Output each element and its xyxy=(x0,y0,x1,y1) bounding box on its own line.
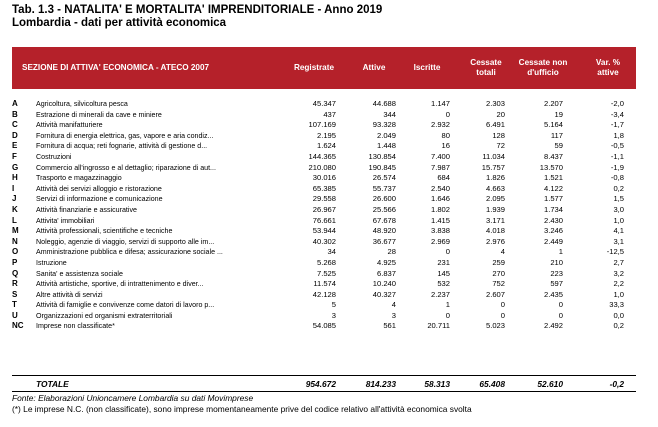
sector-code: E xyxy=(12,141,18,151)
cell-registrate: 53.944 xyxy=(312,226,336,236)
sector-code: S xyxy=(12,289,18,299)
cell-cessate-non-ufficio: 117 xyxy=(550,130,563,140)
cell-cessate-non-ufficio: 1.577 xyxy=(543,194,563,204)
cell-registrate: 437 xyxy=(323,109,336,119)
cell-var-attive: 2,2 xyxy=(613,279,624,289)
cell-attive: 28 xyxy=(387,247,396,257)
sector-code: K xyxy=(12,204,18,214)
table-row xyxy=(12,279,636,290)
sector-description: Attività manifatturiere xyxy=(36,121,103,130)
cell-var-attive: -3,4 xyxy=(610,109,624,119)
cell-cessate-totali: 6.491 xyxy=(485,120,505,130)
cell-cessate-totali: 4.018 xyxy=(485,226,505,236)
cell-var-attive: 1,5 xyxy=(613,194,624,204)
sector-code: G xyxy=(12,162,19,172)
cell-var-attive: 1,0 xyxy=(613,289,624,299)
cell-registrate: 144.365 xyxy=(308,151,336,161)
header-var-attive: Var. % attive xyxy=(595,58,621,77)
cell-cessate-totali: 1.826 xyxy=(485,173,505,183)
table-header xyxy=(12,47,636,89)
sector-description: Sanita' e assistenza sociale xyxy=(36,269,123,278)
sector-description: Noleggio, agenzie di viaggio, servizi di supporto alle im... xyxy=(36,237,215,246)
cell-attive: 344 xyxy=(383,109,396,119)
cell-cessate-non-ufficio: 2.435 xyxy=(543,289,563,299)
cell-var-attive: -1,9 xyxy=(610,162,624,172)
cell-attive: 93.328 xyxy=(372,120,396,130)
sector-description: Commercio all'ingrosso e al dettaglio; riparazione di aut... xyxy=(36,163,216,172)
sector-description: Fornitura di acqua; reti fognarie, attività di gestione d... xyxy=(36,142,208,151)
cell-cessate-totali: 0 xyxy=(500,300,505,310)
cell-registrate: 65.385 xyxy=(312,183,336,193)
sector-description: Agricoltura, silvicoltura pesca xyxy=(36,100,128,108)
table-row xyxy=(12,311,636,322)
header-cessate-non-ufficio: Cessate non d'ufficio xyxy=(518,58,568,77)
cell-registrate: 54.085 xyxy=(312,321,336,331)
cell-attive: 26.574 xyxy=(372,173,396,183)
cell-attive: 4.925 xyxy=(376,257,396,267)
cell-registrate: 1.624 xyxy=(316,141,336,151)
cell-cessate-totali: 2.607 xyxy=(485,289,505,299)
cell-cessate-non-ufficio: 223 xyxy=(550,268,563,278)
sector-code: P xyxy=(12,257,18,267)
cell-iscritte: 2.540 xyxy=(430,183,450,193)
table-row xyxy=(12,205,636,216)
cell-cessate-totali: 11.034 xyxy=(482,151,505,161)
cell-cessate-non-ufficio: 0 xyxy=(558,310,563,320)
cell-cessate-non-ufficio: 3.246 xyxy=(543,226,563,236)
cell-iscritte: 684 xyxy=(437,173,450,183)
cell-cessate-totali: 2.095 xyxy=(485,194,505,204)
cell-attive: 190.845 xyxy=(368,162,396,172)
cell-registrate: 42.128 xyxy=(312,289,336,299)
cell-iscritte: 231 xyxy=(437,257,450,267)
sector-code: B xyxy=(12,109,18,119)
footnote: (*) Le imprese N.C. (non classificate), sono imprese momentaneamente prive del codice relativo all'attività economica svolta xyxy=(12,404,472,414)
table-body xyxy=(12,99,636,332)
cell-var-attive: 33,3 xyxy=(609,300,624,310)
cell-cessate-non-ufficio: 19 xyxy=(554,109,563,119)
table-row xyxy=(12,110,636,121)
cell-attive: 3 xyxy=(391,310,396,320)
total-cessate-totali: 65.408 xyxy=(479,379,505,389)
cell-iscritte: 3.838 xyxy=(430,226,450,236)
cell-registrate: 34 xyxy=(327,247,336,257)
cell-cessate-totali: 4.663 xyxy=(485,183,505,193)
table-row xyxy=(12,216,636,227)
cell-attive: 48.920 xyxy=(372,226,396,236)
cell-iscritte: 7.400 xyxy=(430,151,450,161)
cell-var-attive: 1,0 xyxy=(613,215,624,225)
cell-iscritte: 20.711 xyxy=(427,321,450,331)
sector-code: F xyxy=(12,151,17,161)
cell-registrate: 3 xyxy=(331,310,336,320)
cell-registrate: 5.268 xyxy=(316,257,336,267)
cell-cessate-totali: 20 xyxy=(496,109,505,119)
header-cessate-totali: Cessate totali xyxy=(470,58,502,77)
cell-var-attive: -12,5 xyxy=(606,247,624,257)
cell-iscritte: 532 xyxy=(437,279,450,289)
table-row xyxy=(12,184,636,195)
cell-cessate-non-ufficio: 2.449 xyxy=(543,236,563,246)
cell-iscritte: 0 xyxy=(445,109,450,119)
cell-attive: 55.737 xyxy=(372,183,396,193)
cell-var-attive: -1,7 xyxy=(610,120,624,130)
cell-cessate-non-ufficio: 1.521 xyxy=(543,173,563,183)
sector-code: O xyxy=(12,247,19,257)
cell-var-attive: -0,8 xyxy=(610,173,624,183)
header-sector: SEZIONE DI ATTIVA' ECONOMICA - ATECO 2007 xyxy=(22,63,210,72)
cell-attive: 36.677 xyxy=(372,236,396,246)
cell-var-attive: 3,2 xyxy=(613,268,624,278)
table-row xyxy=(12,290,636,301)
header-attive: Attive xyxy=(362,63,386,72)
sector-code: N xyxy=(12,236,18,246)
cell-attive: 6.837 xyxy=(376,268,396,278)
cell-iscritte: 0 xyxy=(445,310,450,320)
cell-cessate-non-ufficio: 597 xyxy=(550,279,563,289)
cell-registrate: 107.169 xyxy=(308,120,336,130)
header-registrate: Registrate xyxy=(293,63,335,72)
table-row xyxy=(12,163,636,174)
cell-cessate-totali: 15.757 xyxy=(481,162,505,172)
total-cessate-non-ufficio: 52.610 xyxy=(537,379,563,389)
cell-iscritte: 16 xyxy=(441,141,450,151)
cell-var-attive: 1,8 xyxy=(613,130,624,140)
cell-cessate-non-ufficio: 1.734 xyxy=(543,204,563,214)
cell-iscritte: 7.987 xyxy=(430,162,450,172)
sector-description: Amministrazione pubblica e difesa; assicurazione sociale ... xyxy=(36,248,223,257)
total-registrate: 954.672 xyxy=(305,379,336,389)
cell-attive: 561 xyxy=(383,321,396,331)
cell-var-attive: 3,0 xyxy=(613,204,624,214)
sector-description: Attivita' immobiliari xyxy=(36,216,95,225)
cell-iscritte: 1 xyxy=(445,300,450,310)
cell-iscritte: 0 xyxy=(445,247,450,257)
table-row xyxy=(12,247,636,258)
cell-attive: 4 xyxy=(391,300,396,310)
cell-cessate-totali: 752 xyxy=(492,279,505,289)
cell-cessate-totali: 128 xyxy=(492,130,505,140)
cell-iscritte: 80 xyxy=(441,130,450,140)
total-row xyxy=(12,378,636,390)
sector-code: L xyxy=(12,215,17,225)
sector-code: H xyxy=(12,173,18,183)
cell-attive: 2.049 xyxy=(376,130,396,140)
sector-description: Fornitura di energia elettrica, gas, vapore e aria condiz... xyxy=(36,131,214,140)
cell-cessate-non-ufficio: 4.122 xyxy=(543,183,563,193)
sector-description: Estrazione di minerali da cave e miniere xyxy=(36,110,162,119)
cell-cessate-non-ufficio: 1 xyxy=(558,247,563,257)
sector-description: Attività professionali, scientifiche e tecniche xyxy=(36,227,173,236)
sector-code: Q xyxy=(12,268,19,278)
cell-registrate: 26.967 xyxy=(312,204,336,214)
cell-cessate-totali: 3.171 xyxy=(485,215,505,225)
table-row xyxy=(12,226,636,237)
cell-var-attive: 2,7 xyxy=(613,257,624,267)
cell-registrate: 29.558 xyxy=(312,194,336,204)
cell-cessate-non-ufficio: 59 xyxy=(554,141,563,151)
cell-iscritte: 1.415 xyxy=(430,215,450,225)
cell-registrate: 11.574 xyxy=(313,279,336,289)
cell-iscritte: 145 xyxy=(437,268,450,278)
cell-cessate-totali: 1.939 xyxy=(485,204,505,214)
sector-code: M xyxy=(12,226,19,236)
cell-cessate-totali: 5.023 xyxy=(485,321,505,331)
sector-code: A xyxy=(12,99,18,108)
cell-registrate: 76.661 xyxy=(312,215,336,225)
cell-cessate-non-ufficio: 2.430 xyxy=(543,215,563,225)
table-title: Tab. 1.3 - NATALITA' E MORTALITA' IMPRENDITORIALE - Anno 2019 xyxy=(12,4,383,16)
total-var-attive: -0,2 xyxy=(609,379,624,389)
cell-var-attive: 4,1 xyxy=(613,226,624,236)
table-row xyxy=(12,258,636,269)
cell-attive: 10.240 xyxy=(372,279,396,289)
sector-description: Imprese non classificate* xyxy=(36,322,115,331)
cell-cessate-non-ufficio: 13.570 xyxy=(539,162,563,172)
cell-registrate: 45.347 xyxy=(312,99,336,108)
cell-iscritte: 2.932 xyxy=(430,120,450,130)
total-iscritte: 58.313 xyxy=(424,379,450,389)
cell-cessate-totali: 72 xyxy=(496,141,505,151)
cell-cessate-non-ufficio: 8.437 xyxy=(543,151,563,161)
cell-cessate-totali: 2.303 xyxy=(485,99,505,108)
cell-registrate: 30.016 xyxy=(312,173,336,183)
cell-var-attive: -2,0 xyxy=(610,99,624,108)
table-row xyxy=(12,131,636,142)
sector-code: I xyxy=(12,183,15,193)
source-note: Fonte: Elaborazioni Unioncamere Lombardia su dati Movimprese xyxy=(12,393,254,403)
sector-description: Attività di famiglie e convivenze come datori di lavoro p... xyxy=(36,301,215,310)
cell-var-attive: -1,1 xyxy=(610,151,624,161)
table-subtitle: Lombardia - dati per attività economica xyxy=(12,17,227,29)
cell-cessate-totali: 4 xyxy=(500,247,505,257)
cell-registrate: 2.195 xyxy=(316,130,336,140)
cell-var-attive: -0,5 xyxy=(610,141,624,151)
cell-registrate: 7.525 xyxy=(316,268,336,278)
cell-attive: 25.566 xyxy=(372,204,396,214)
table-row xyxy=(12,141,636,152)
cell-var-attive: 3,1 xyxy=(613,236,624,246)
cell-attive: 67.678 xyxy=(372,215,396,225)
cell-var-attive: 0,0 xyxy=(613,310,624,320)
table-row xyxy=(12,269,636,280)
cell-cessate-non-ufficio: 2.492 xyxy=(543,321,563,331)
cell-attive: 40.327 xyxy=(372,289,396,299)
table-row xyxy=(12,120,636,131)
sector-description: Organizzazioni ed organismi extraterritoriali xyxy=(36,311,173,320)
cell-attive: 44.688 xyxy=(372,99,396,108)
sector-description: Istruzione xyxy=(36,258,67,267)
sector-code: J xyxy=(12,194,17,204)
cell-iscritte: 2.237 xyxy=(430,289,450,299)
table-row xyxy=(12,194,636,205)
sector-description: Attività artistiche, sportive, di intrattenimento e diver... xyxy=(36,280,204,289)
table-row xyxy=(12,321,636,332)
table-row xyxy=(12,99,636,110)
cell-attive: 130.854 xyxy=(368,151,396,161)
cell-cessate-non-ufficio: 0 xyxy=(558,300,563,310)
cell-cessate-totali: 259 xyxy=(492,257,505,267)
table-row xyxy=(12,237,636,248)
sector-code: R xyxy=(12,279,18,289)
cell-cessate-totali: 0 xyxy=(500,310,505,320)
total-attive: 814.233 xyxy=(365,379,396,389)
cell-var-attive: 0,2 xyxy=(613,183,624,193)
table-row xyxy=(12,152,636,163)
cell-registrate: 40.302 xyxy=(312,236,336,246)
sector-description: Trasporto e magazzinaggio xyxy=(36,174,122,183)
cell-attive: 1.448 xyxy=(376,141,396,151)
cell-iscritte: 1.802 xyxy=(430,204,450,214)
cell-cessate-non-ufficio: 210 xyxy=(550,257,563,267)
cell-cessate-non-ufficio: 5.164 xyxy=(543,120,563,130)
sector-description: Attività finanziarie e assicurative xyxy=(36,205,137,214)
sector-code: C xyxy=(12,120,18,130)
sector-code: U xyxy=(12,310,18,320)
table-row xyxy=(12,173,636,184)
table-row xyxy=(12,300,636,311)
sector-code: NC xyxy=(12,321,24,331)
sector-code: T xyxy=(12,300,17,310)
cell-iscritte: 1.646 xyxy=(430,194,450,204)
total-label: TOTALE xyxy=(36,379,69,389)
sector-code: D xyxy=(12,130,18,140)
cell-cessate-totali: 270 xyxy=(492,268,505,278)
cell-registrate: 5 xyxy=(331,300,336,310)
total-separator xyxy=(12,375,636,376)
cell-iscritte: 2.969 xyxy=(430,236,450,246)
cell-cessate-non-ufficio: 2.207 xyxy=(543,99,563,108)
sector-description: Altre attività di servizi xyxy=(36,290,103,299)
cell-iscritte: 1.147 xyxy=(430,99,450,108)
cell-attive: 26.600 xyxy=(372,194,396,204)
sector-description: Attività dei servizi alloggio e ristorazione xyxy=(36,184,162,193)
cell-var-attive: 0,2 xyxy=(613,321,624,331)
header-iscritte: Iscritte xyxy=(413,63,441,72)
table-bottom-border xyxy=(12,391,636,392)
cell-registrate: 210.080 xyxy=(308,162,336,172)
sector-description: Servizi di informazione e comunicazione xyxy=(36,195,163,204)
cell-cessate-totali: 2.976 xyxy=(485,236,505,246)
sector-description: Costruzioni xyxy=(36,152,72,161)
